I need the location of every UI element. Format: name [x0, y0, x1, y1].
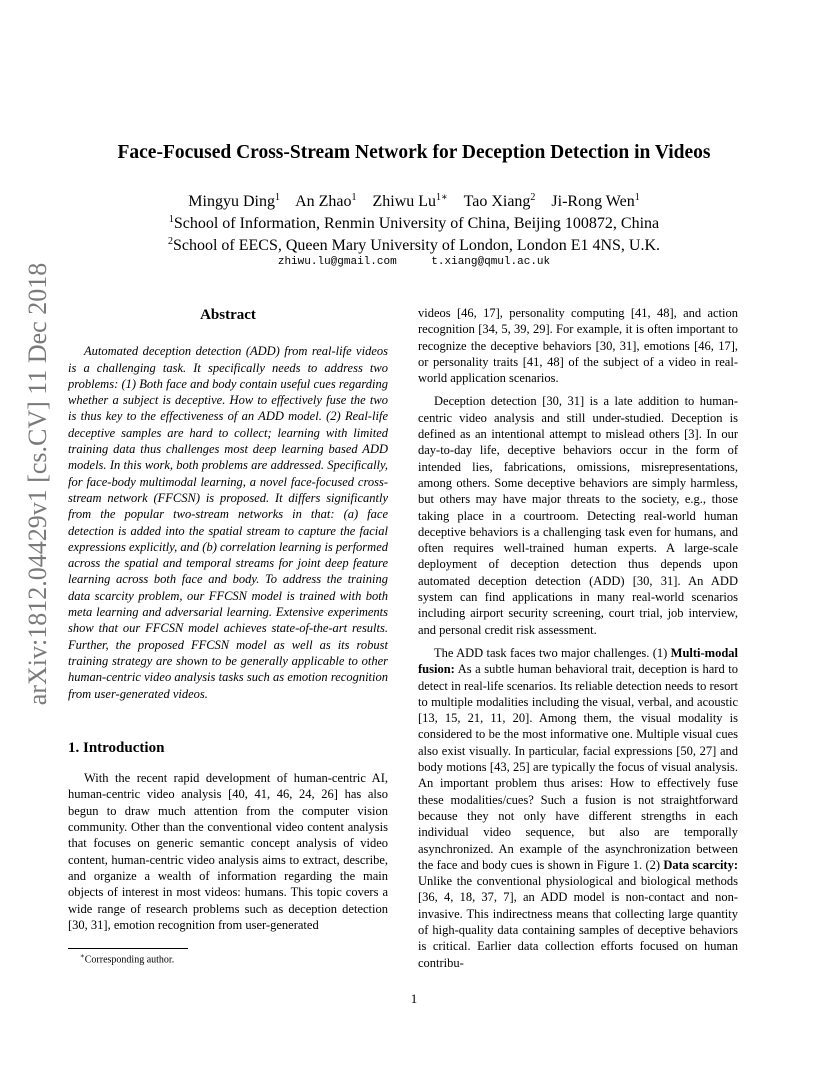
affiliation-2: $^2$School of EECS, Queen Mary University of London, London E1 4NS, U.K.: [167, 236, 661, 254]
abstract-text: Automated deception detection (ADD) from real-life videos is a challenging task. It specifically needs to address two problems: (1) Both face and body contain useful cues regarding whether a subject is deceptive. How to effectively fuse the two is thus key to the effectiveness of an ADD model. (2) Real-life deceptive samples are hard to collect; learning with limited training data thus challenges most deep learning based ADD models. In this work, both problems are addressed. Specifically, for face-body multimodal learning, a novel face-focused cross-stream network (FFCSN) is proposed. It differs significantly from the popular two-stream networks in that: (a) face detection is added into the spatial stream to capture the facial expressions explicitly, and (b) correlation learning is performed across the spatial and temporal streams for joint deep feature learning across both face and body. To address the training data scarcity problem, our FFCSN model is trained with both meta learning and adversarial learning. Extensive experiments show that our FFCSN model achieves state-of-the-art results. Further, the proposed FFCSN model as well as its robust training strategy are shown to be generally applicable to other human-centric video analysis tasks such as emotion recognition from user-generated videos.: [68, 344, 388, 701]
footnote: ∗Corresponding author.: [80, 952, 175, 966]
author: An Zhao$^1$: [295, 192, 357, 210]
author: Ji-Rong Wen$^1$: [551, 192, 640, 210]
affiliation-1: $^1$School of Information, Renmin University of China, Beijing 100872, China: [168, 214, 660, 232]
right-column: [418, 305, 738, 971]
footnote-divider: [68, 948, 188, 949]
paper-title: Face-Focused Cross-Stream Network for Deception Detection in Videos: [117, 142, 711, 163]
arxiv-id: arXiv:1812.04429v1 [cs.CV] 11 Dec 2018: [23, 262, 52, 706]
body-paragraph: videos [46, 17], personality computing [41, 48], and action recognition [34, 5, 39, 29]. For example, it is often important to recognize the deceptive behaviors [30, 31], emotions [46, 17], or personality traits [41, 48] of the subject of a video in real-world application scenarios.: [418, 306, 738, 386]
intro-paragraph: With the recent rapid development of human-centric AI, human-centric video analysis [40, 41, 46, 24, 26] has also begun to draw much attention from the computer vision community. Other than the conventional video content analysis that focuses on generic semantic concept analysis of video content, human-centric video analysis aims to extract, describe, and organize a wealth of information regarding the main objects of interest in most videos: humans. This topic covers a wide range of research problems such as deception detection [30, 31], emotion recognition from user-generated: [68, 771, 388, 932]
email-link[interactable]: zhiwu.lu@gmail.com: [277, 256, 397, 268]
body-paragraph: Deception detection [30, 31] is a late addition to human-centric video analysis and still under-studied. Deception is defined as an intentional attempt to mislead others [3]. In our day-to-day life, deceptive behaviors occur in the form of intended lies, fabrications, omissions, misrepresentations, among others. Some deceptive behaviors are simply harmless, but others may have major threats to the society, e.g., those taking place in a courtroom. Detecting real-world human deceptive behaviors is a challenging task even for humans, and often requires well-trained human experts. A large-scale deployment of deception detection thus depends upon automated deception detection (ADD) [30, 31]. An ADD system can find applications in many real-world scenarios including airport security screening, court trial, job interview, and personal credit risk assessment.: [418, 394, 738, 637]
author: Mingyu Ding$^1$: [188, 192, 280, 210]
email-link[interactable]: t.xiang@qmul.ac.uk: [431, 256, 551, 268]
page-number: 1: [410, 991, 418, 1006]
abstract-heading: Abstract: [200, 307, 256, 323]
body-paragraph: The ADD task faces two major challenges. (1) Multi-modal fusion: As a subtle human behavioral trait, deception is hard to detect in real-life scenarios. Its reliable detection needs to resort to multiple modalities including the visual, verbal, and acoustic [13, 15, 21, 11, 20]. Among them, the visual modality is considered to be the most informative one. Multiple visual cues also exist visually. In particular, facial expressions [50, 27] and body motions [43, 25] are typically the focus of visual analysis. An important problem thus arises: How to effectively fuse these modalities/cues? Such a fusion is not straightforward because they not only have different strengths in each individual video sequence, but also are temporally asynchronized. An example of the asynchronization between the face and body cues is shown in Figure 1. (2) Data scarcity: Unlike the conventional physiological and biological methods [36, 4, 18, 37, 7], an ADD model is non-contact and non-invasive. This indirectness means that collecting large quantity of high-quality data containing samples of deceptive behaviors is critical. Earlier data collection efforts focused on human contribu-: [418, 645, 739, 970]
author: Tao Xiang$^2$: [463, 192, 536, 210]
author: Zhiwu $Lu^{1∗}$: [372, 192, 448, 210]
section-heading-introduction: 1. Introduction: [68, 739, 165, 756]
left-column: [68, 0, 388, 933]
arxiv-sidebar: [20, 262, 56, 706]
